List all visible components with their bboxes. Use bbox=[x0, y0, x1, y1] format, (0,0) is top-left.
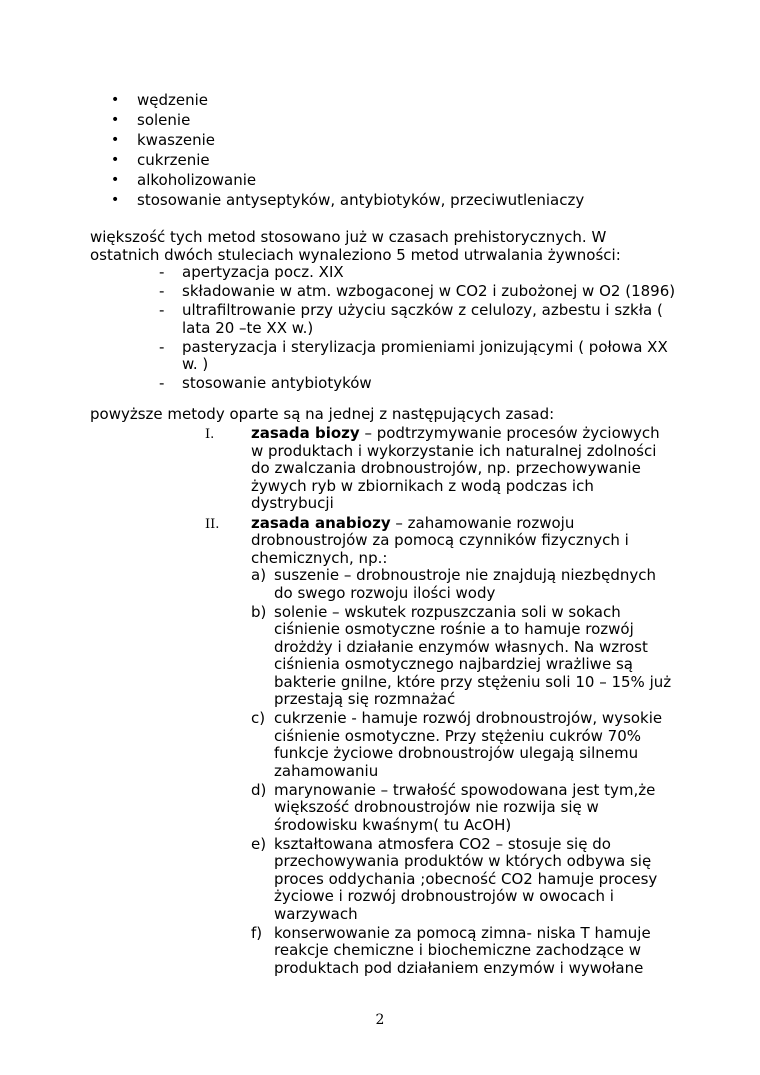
page-number: 2 bbox=[375, 1012, 385, 1028]
bullet-marker: • bbox=[111, 172, 120, 188]
bullet-marker: • bbox=[111, 152, 120, 168]
dash-marker: - bbox=[159, 282, 165, 300]
letter-marker: b) bbox=[251, 602, 267, 621]
list-item: • wędzenie bbox=[111, 91, 209, 109]
list-item: c) cukrzenie - hamuje rozwój drobnoustrojów, wysokie ciśnienie osmotyczne. Przy stężeniu cukrów 70% funkcje życiowe drobnoustrojów ulegają silnemu zahamowaniu bbox=[251, 709, 663, 780]
principle-anabiosis bbox=[204, 515, 674, 978]
list-item: • kwaszenie bbox=[111, 131, 215, 149]
preservation-methods-list bbox=[110, 92, 710, 212]
intro-paragraph: większość tych metod stosowano już w czasach prehistorycznych. W ostatnich dwóch stuleciach wynaleziono 5 metod utrwalania żywności: bbox=[90, 228, 621, 264]
letter-marker: a) bbox=[251, 566, 267, 584]
list-item: • solenie bbox=[111, 111, 191, 129]
letter-marker: c) bbox=[251, 709, 266, 727]
principle-title: zasada anabiozy bbox=[251, 513, 391, 532]
dash-marker: - bbox=[159, 263, 165, 281]
dash-marker: - bbox=[159, 337, 165, 356]
list-item: b) solenie – wskutek rozpuszczania soli w sokach ciśnienie osmotyczne rośnie a to hamuje rozwój drożdży i działanie enzymów własnych. Na wzrost ciśnienia osmotycznego najbardziej wrażliwe są bakterie gnilne, które przy stężeniu soli 10 – 15% już przestają się rozmnażać bbox=[251, 602, 672, 708]
bullet-marker: • bbox=[111, 92, 120, 108]
list-item: a) suszenie – drobnoustroje nie znajdują niezbędnych do swego rozwoju ilości wody bbox=[251, 566, 657, 602]
letter-marker: e) bbox=[251, 834, 267, 853]
principles-intro: powyższe metody oparte są na jednej z następujących zasad: bbox=[90, 405, 555, 423]
dash-marker: - bbox=[159, 301, 165, 319]
bullet-marker: • bbox=[111, 132, 120, 148]
principle-biosis bbox=[204, 425, 674, 513]
anabiosis-methods-list bbox=[251, 567, 674, 977]
list-item: - ultrafiltrowanie przy użyciu sączków z celulozy, azbestu i szkła ( lata 20 –te XX w.) bbox=[159, 301, 663, 337]
principle-title: zasada biozy bbox=[251, 424, 360, 442]
list-item: • alkoholizowanie bbox=[111, 171, 257, 189]
roman-numeral: II. bbox=[205, 516, 220, 532]
list-item: d) marynowanie – trwałość spowodowana jest tym,że większość drobnoustrojów nie rozwija się w środowisku kwaśnym( tu AcOH) bbox=[251, 780, 656, 834]
list-item: - pasteryzacja i sterylizacja promieniami jonizującymi ( połowa XX w. ) bbox=[159, 337, 668, 373]
roman-numeral: I. bbox=[205, 427, 215, 442]
list-item: f) konserwowanie za pomocą zimna- niska T hamuje reakcje chemiczne i biochemiczne zachodzące w produktach pod działaniem enzymów i wywołane bbox=[251, 923, 651, 977]
letter-marker: d) bbox=[251, 780, 267, 799]
principle-text: – zahamowanie rozwoju drobnoustrojów za pomocą czynników fizycznych i chemicznych, np.: bbox=[251, 513, 629, 567]
list-item: - składowanie w atm. wzbogaconej w CO2 i zubożonej w O2 (1896) bbox=[159, 282, 676, 300]
modern-methods-list bbox=[158, 264, 678, 394]
principles-list bbox=[204, 425, 674, 979]
bullet-marker: • bbox=[111, 112, 120, 128]
list-item: e) kształtowana atmosfera CO2 – stosuje się do przechowywania produktów w których odbywa się proces oddychania ;obecność CO2 hamuje procesy życiowe i rozwój drobnoustrojów w owocach i warzywach bbox=[251, 834, 658, 923]
letter-marker: f) bbox=[251, 923, 263, 942]
list-item: • cukrzenie bbox=[111, 151, 210, 169]
list-item: - apertyzacja pocz. XIX bbox=[159, 263, 344, 281]
list-item: • stosowanie antyseptyków, antybiotyków, przeciwutleniaczy bbox=[111, 191, 585, 209]
list-item: - stosowanie antybiotyków bbox=[159, 374, 372, 392]
dash-marker: - bbox=[159, 374, 165, 392]
bullet-marker: • bbox=[111, 192, 120, 208]
principle-text: – podtrzymywanie procesów życiowych w produktach i wykorzystanie ich naturalnej zdolności do zwalczania drobnoustrojów, np. przechowywanie żywych ryb w zbiornikach z wodą podczas ich dystrybucji bbox=[251, 424, 660, 512]
